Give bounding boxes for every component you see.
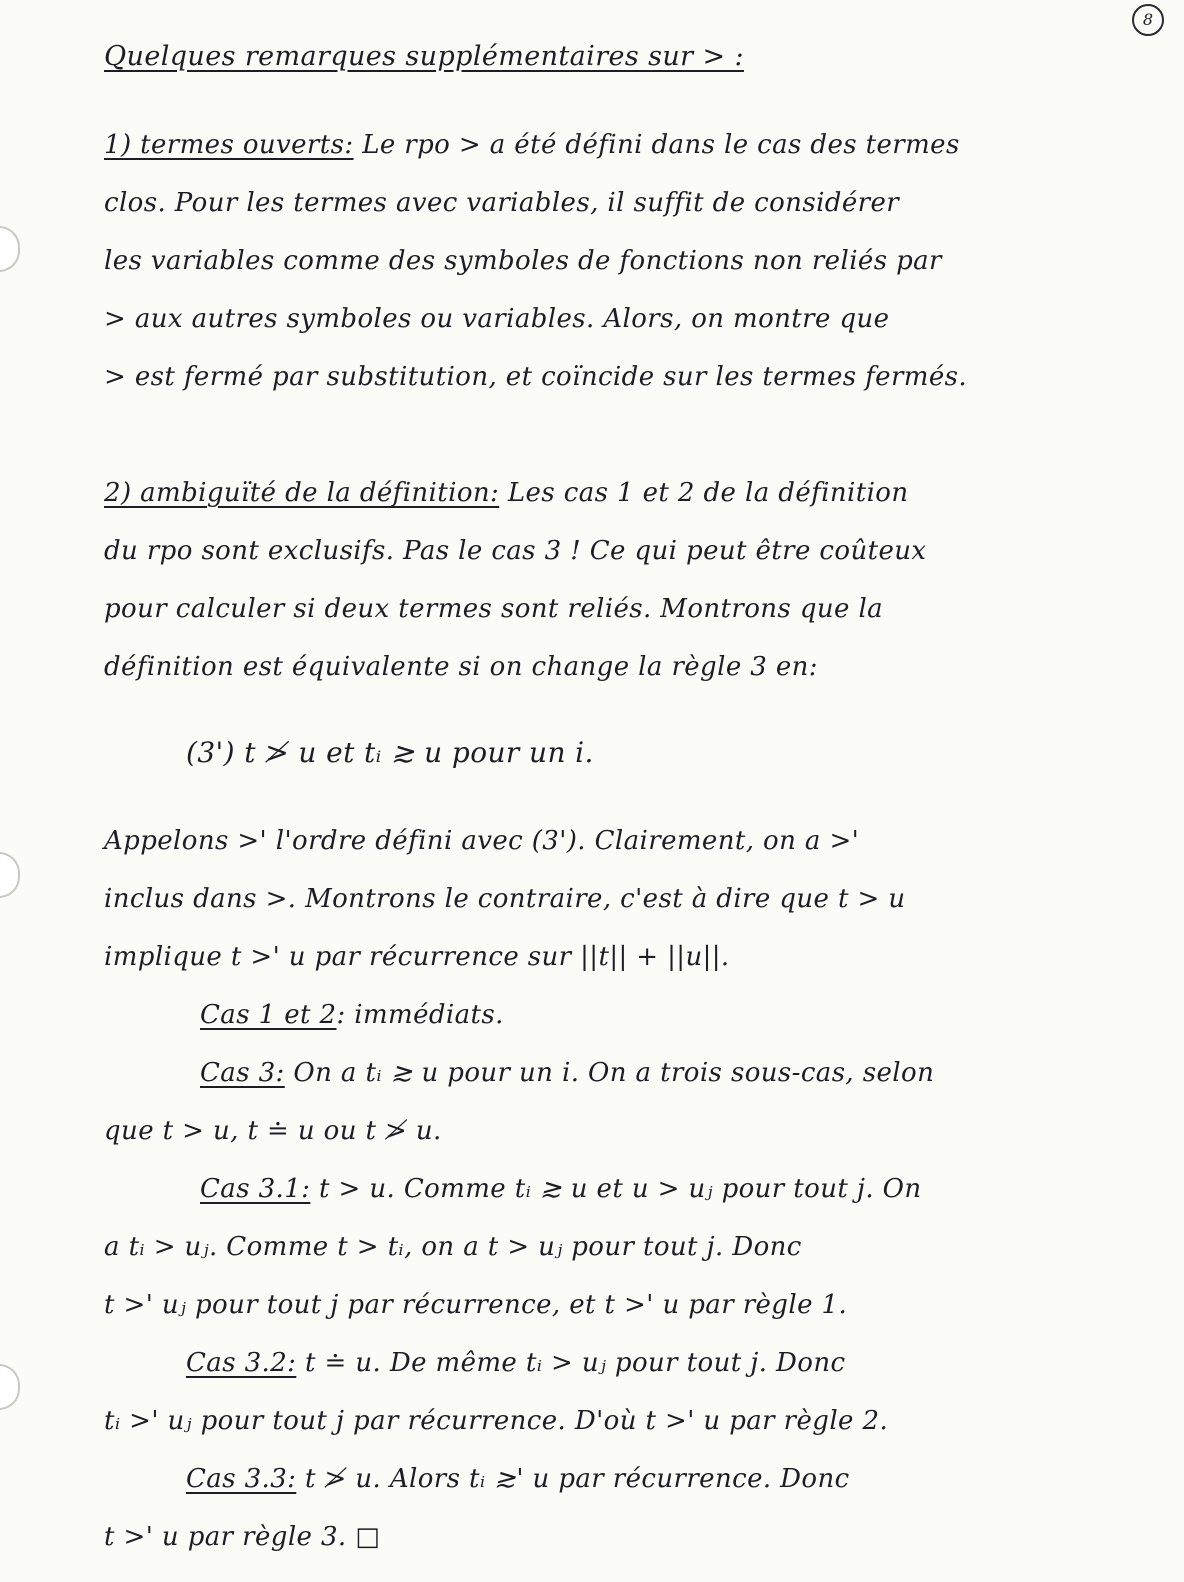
section1-line-3: les variables comme des symboles de fonctions non reliés par xyxy=(104,246,942,276)
section1-text: Le rpo > a été défini dans le cas des termes xyxy=(362,130,960,160)
section2-line-3: pour calculer si deux termes sont reliés. Montrons que la xyxy=(104,594,884,624)
case-3-1-label: Cas 3.1: xyxy=(200,1174,311,1204)
proof-line-1: Appelons >' l'ordre défini avec (3'). Clairement, on a >' xyxy=(104,826,860,856)
case-1-2 xyxy=(200,998,1184,1032)
section1-line-4: > aux autres symboles ou variables. Alors, on montre que xyxy=(104,304,890,334)
section2-line-1 xyxy=(104,476,1144,510)
case-3-3-text: t ≯ u. Alors tᵢ ≳' u par récurrence. Donc xyxy=(304,1464,850,1494)
case-3-2 xyxy=(186,1346,1184,1380)
case-3-3-label: Cas 3.3: xyxy=(186,1464,297,1494)
case-3 xyxy=(200,1056,1184,1090)
proof-line-2: inclus dans >. Montrons le contraire, c'est à dire que t > u xyxy=(104,884,906,914)
page-title: Quelques remarques supplémentaires sur > : xyxy=(104,41,744,72)
formula: (3') t ≯ u et tᵢ ≳ u pour un i. xyxy=(186,736,594,769)
proof-line-3: implique t >' u par récurrence sur ||t|| + ||u||. xyxy=(104,942,730,972)
page-number-mark: 8 xyxy=(1132,4,1164,36)
section2-line-4: définition est équivalente si on change la règle 3 en: xyxy=(104,652,818,682)
case-3-cont: que t > u, t ≐ u ou t ≯ u. xyxy=(104,1116,442,1146)
case-3-3 xyxy=(186,1462,1184,1496)
case-3-label: Cas 3: xyxy=(200,1058,285,1088)
section1-line-5: > est fermé par substitution, et coïncide sur les termes fermés. xyxy=(104,362,968,392)
case-1-2-text: : immédiats. xyxy=(336,1000,504,1030)
case-3-2-cont: tᵢ >' uⱼ pour tout j par récurrence. D'où t >' u par règle 2. xyxy=(104,1406,889,1436)
case-3-1 xyxy=(200,1172,1184,1206)
case-3-text: On a tᵢ ≳ u pour un i. On a trois sous-cas, selon xyxy=(293,1058,935,1088)
case-3-2-label: Cas 3.2: xyxy=(186,1348,297,1378)
punch-hole xyxy=(0,226,20,272)
case-1-2-label: Cas 1 et 2 xyxy=(200,1000,337,1030)
section1-heading: 1) termes ouverts: xyxy=(104,130,354,160)
case-3-3-cont: t >' u par règle 3. □ xyxy=(104,1522,381,1552)
case-3-2-text: t ≐ u. De même tᵢ > uⱼ pour tout j. Donc xyxy=(304,1348,846,1378)
section1-line-1 xyxy=(104,128,1144,162)
case-3-1-cont-2: t >' uⱼ pour tout j par récurrence, et t >' u par règle 1. xyxy=(104,1290,848,1320)
case-3-1-cont-1: a tᵢ > uⱼ. Comme t > tᵢ, on a t > uⱼ pour tout j. Donc xyxy=(104,1232,802,1262)
section2-heading: 2) ambiguïté de la définition: xyxy=(104,478,500,508)
punch-hole xyxy=(0,1364,20,1410)
section2-line-2: du rpo sont exclusifs. Pas le cas 3 ! Ce qui peut être coûteux xyxy=(104,536,927,566)
punch-hole xyxy=(0,852,20,898)
section1-line-2: clos. Pour les termes avec variables, il suffit de considérer xyxy=(104,188,900,218)
section2-text: Les cas 1 et 2 de la définition xyxy=(507,478,909,508)
case-3-1-text: t > u. Comme tᵢ ≳ u et u > uⱼ pour tout j. On xyxy=(318,1174,922,1204)
